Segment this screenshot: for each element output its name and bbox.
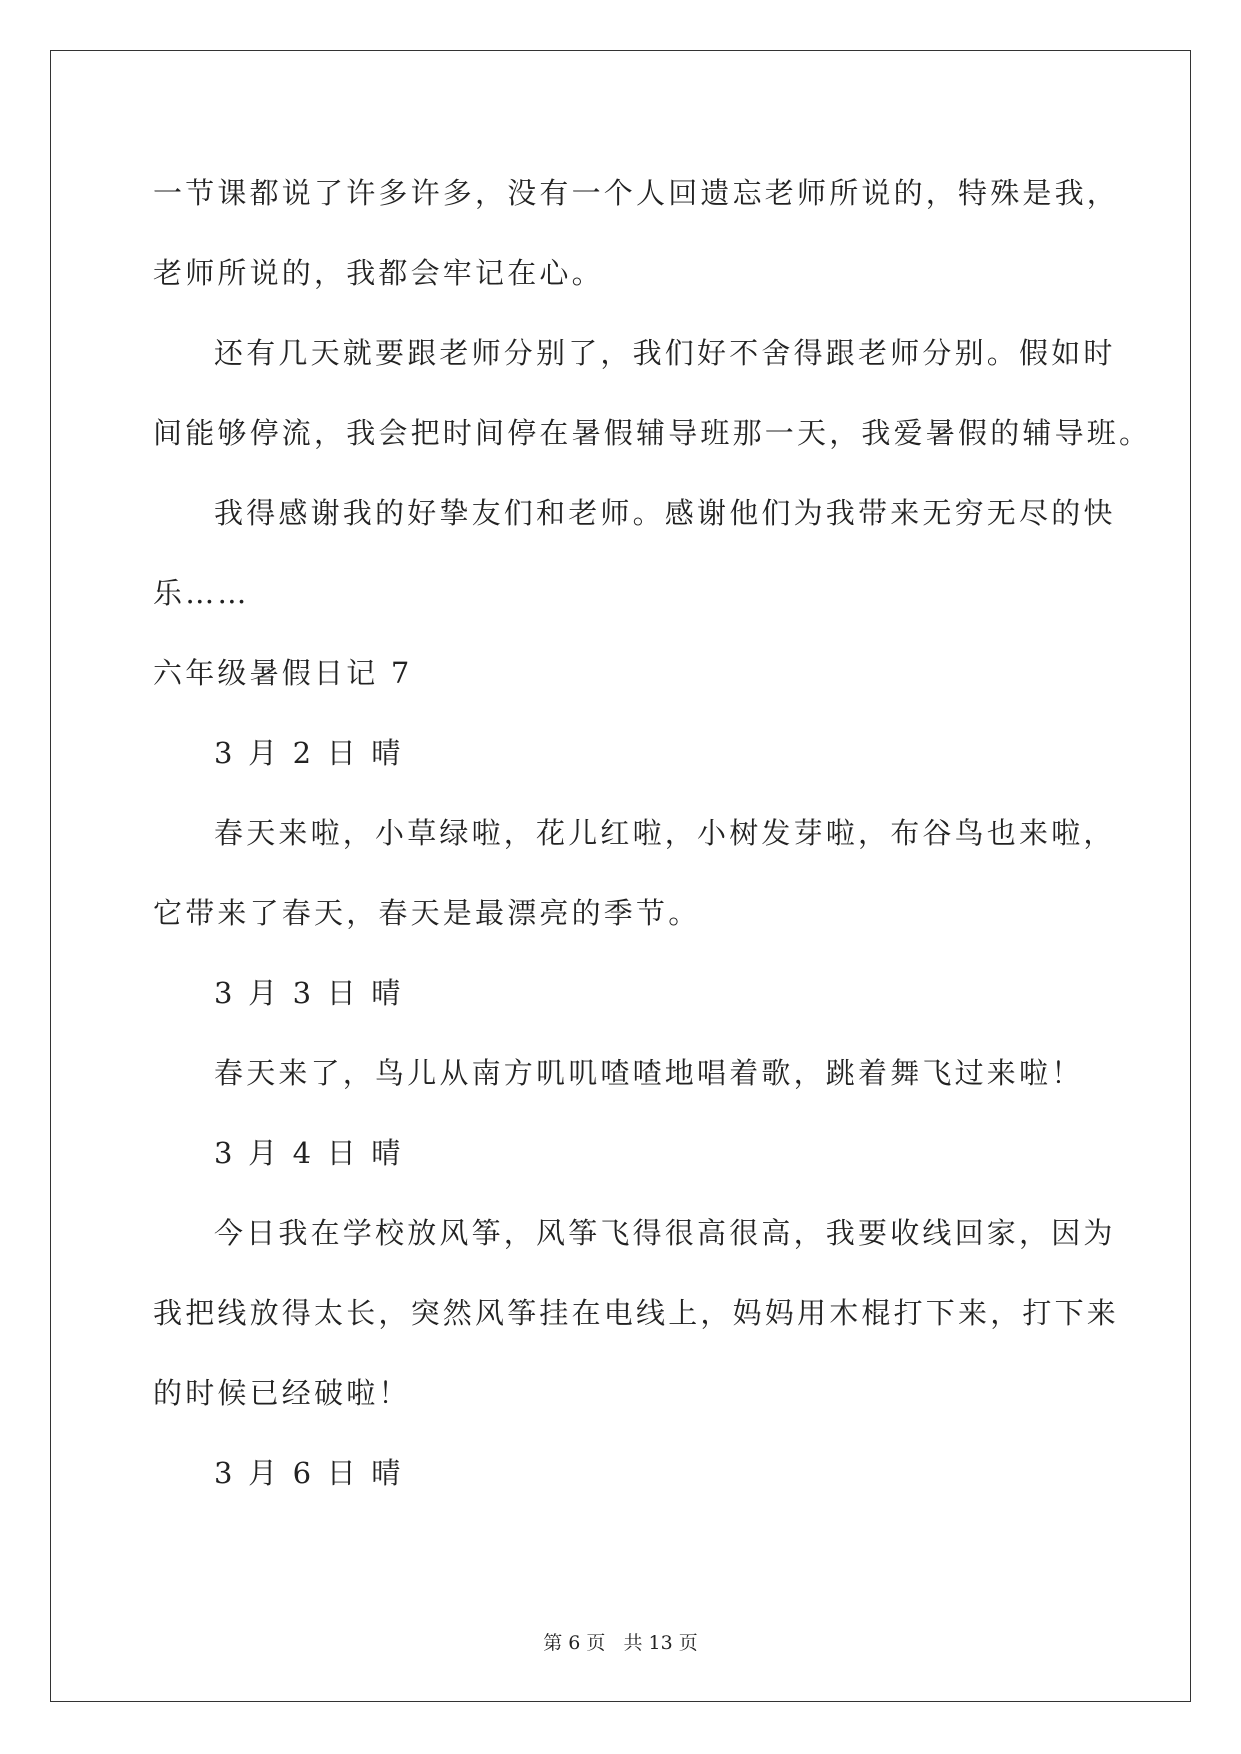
diary-date-line: 3 月 3 日 晴 [214,976,404,1010]
page-footer [0,1630,1241,1656]
page-number: 第 6 页 [543,1632,606,1654]
body-text-line: 我把线放得太长，突然风筝挂在电线上，妈妈用木棍打下来，打下来 [153,1296,1120,1330]
body-text-line: 我得感谢我的好挚友们和老师。感谢他们为我带来无穷无尽的快 [214,496,1116,530]
page-total: 共 13 页 [623,1632,698,1654]
body-text-line: 间能够停流，我会把时间停在暑假辅导班那一天，我爱暑假的辅导班。 [153,416,1152,450]
body-text-line: 一节课都说了许多许多，没有一个人回遗忘老师所说的，特殊是我， [153,176,1120,210]
body-text-line: 还有几天就要跟老师分别了，我们好不舍得跟老师分别。假如时 [214,336,1116,370]
body-text-line: 春天来啦，小草绿啦，花儿红啦，小树发芽啦，布谷鸟也来啦， [214,816,1116,850]
diary-date-line: 3 月 6 日 晴 [214,1456,404,1490]
body-text-line: 它带来了春天，春天是最漂亮的季节。 [153,896,701,930]
body-text-line: 的时候已经破啦！ [153,1376,411,1410]
diary-date-line: 3 月 2 日 晴 [214,736,404,770]
body-text-line: 今日我在学校放风筝，风筝飞得很高很高，我要收线回家，因为 [214,1216,1116,1250]
body-text-line: 乐…… [153,576,250,610]
section-title: 六年级暑假日记 7 [153,656,413,690]
body-text-line: 春天来了，鸟儿从南方叽叽喳喳地唱着歌，跳着舞飞过来啦！ [214,1056,1084,1090]
body-text-line: 老师所说的，我都会牢记在心。 [153,256,604,290]
diary-date-line: 3 月 4 日 晴 [214,1136,404,1170]
